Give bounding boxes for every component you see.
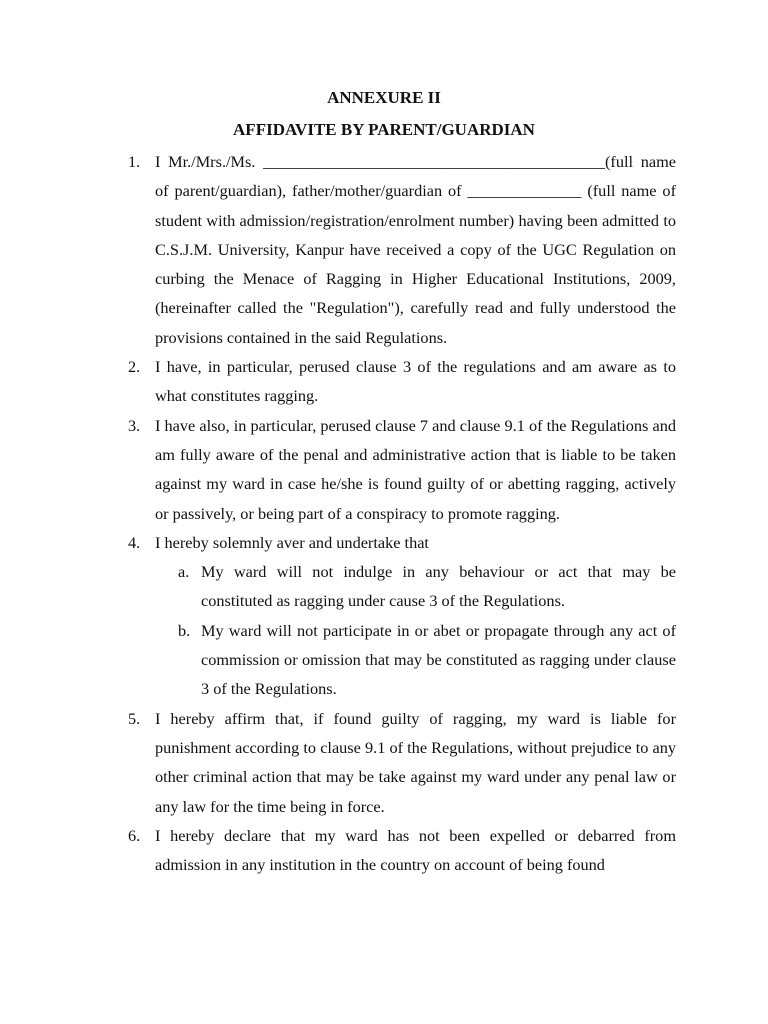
sub-clause-a [155,557,676,616]
affidavit-subtitle: AFFIDAVITE BY PARENT/GUARDIAN [233,120,535,139]
clause-number: 3. [128,415,141,435]
sub-clauses [155,557,676,703]
clause-number: 6. [128,825,141,845]
clause-5 [128,704,676,821]
clause-4 [128,528,676,704]
clause-text: I have also, in particular, perused clause 7 and clause 9.1 of the Regulations and am fully aware of the penal and administrative action that is liable to be taken against my ward in case he/she is found guilty of or abetting ragging, actively or passively, or being part of a conspiracy to promote ragging. [155,415,676,523]
sub-clause-b [155,616,676,704]
clause-number: 1. [128,152,141,171]
clause-3 [128,411,676,528]
clause-number: 2. [128,357,141,377]
clause-number: 5. [128,708,141,728]
clause-number: 4. [128,532,141,552]
clause-text: I have, in particular, perused clause 3 of the regulations and am aware as to what constitutes ragging. [155,357,676,406]
clause-1 [128,147,676,352]
clause-text: I hereby declare that my ward has not been expelled or debarred from admission in any institution in the country on account of being found [155,825,676,875]
clause-text: I Mr./Mrs./Ms. __________________________________________(full name of parent/guardian), father/mother/guardian of ______________ (full name of student with admission/registration/enrolment number) having been admitted to C.S.J.M. University, Kanpur have received a copy of the UGC Regulation on curbing the Menace of Ragging in Higher Educational Institutions, 2009, (hereinafter called the "Regulation"), carefully read and fully understood the provisions contained in the said Regulations. [155,152,676,347]
clause-6 [128,821,676,880]
sub-clause-number: a. [178,562,190,582]
clause-text: I hereby affirm that, if found guilty of ragging, my ward is liable for punishment according to clause 9.1 of the Regulations, without prejudice to any other criminal action that may be take against my ward under any penal law or any law for the time being in force. [155,708,676,816]
affidavit-clauses [128,147,676,879]
sub-clause-number: b. [178,620,191,640]
sub-clause-text: My ward will not participate in or abet or propagate through any act of commission or omission that may be constituted as ragging under clause 3 of the Regulations. [201,620,676,699]
clause-text: I hereby solemnly aver and undertake that [155,532,429,552]
annexure-title: ANNEXURE II [327,88,441,107]
sub-clause-text: My ward will not indulge in any behaviour or act that may be constituted as ragging under cause 3 of the Regulations. [201,562,676,611]
clause-2 [128,352,676,411]
